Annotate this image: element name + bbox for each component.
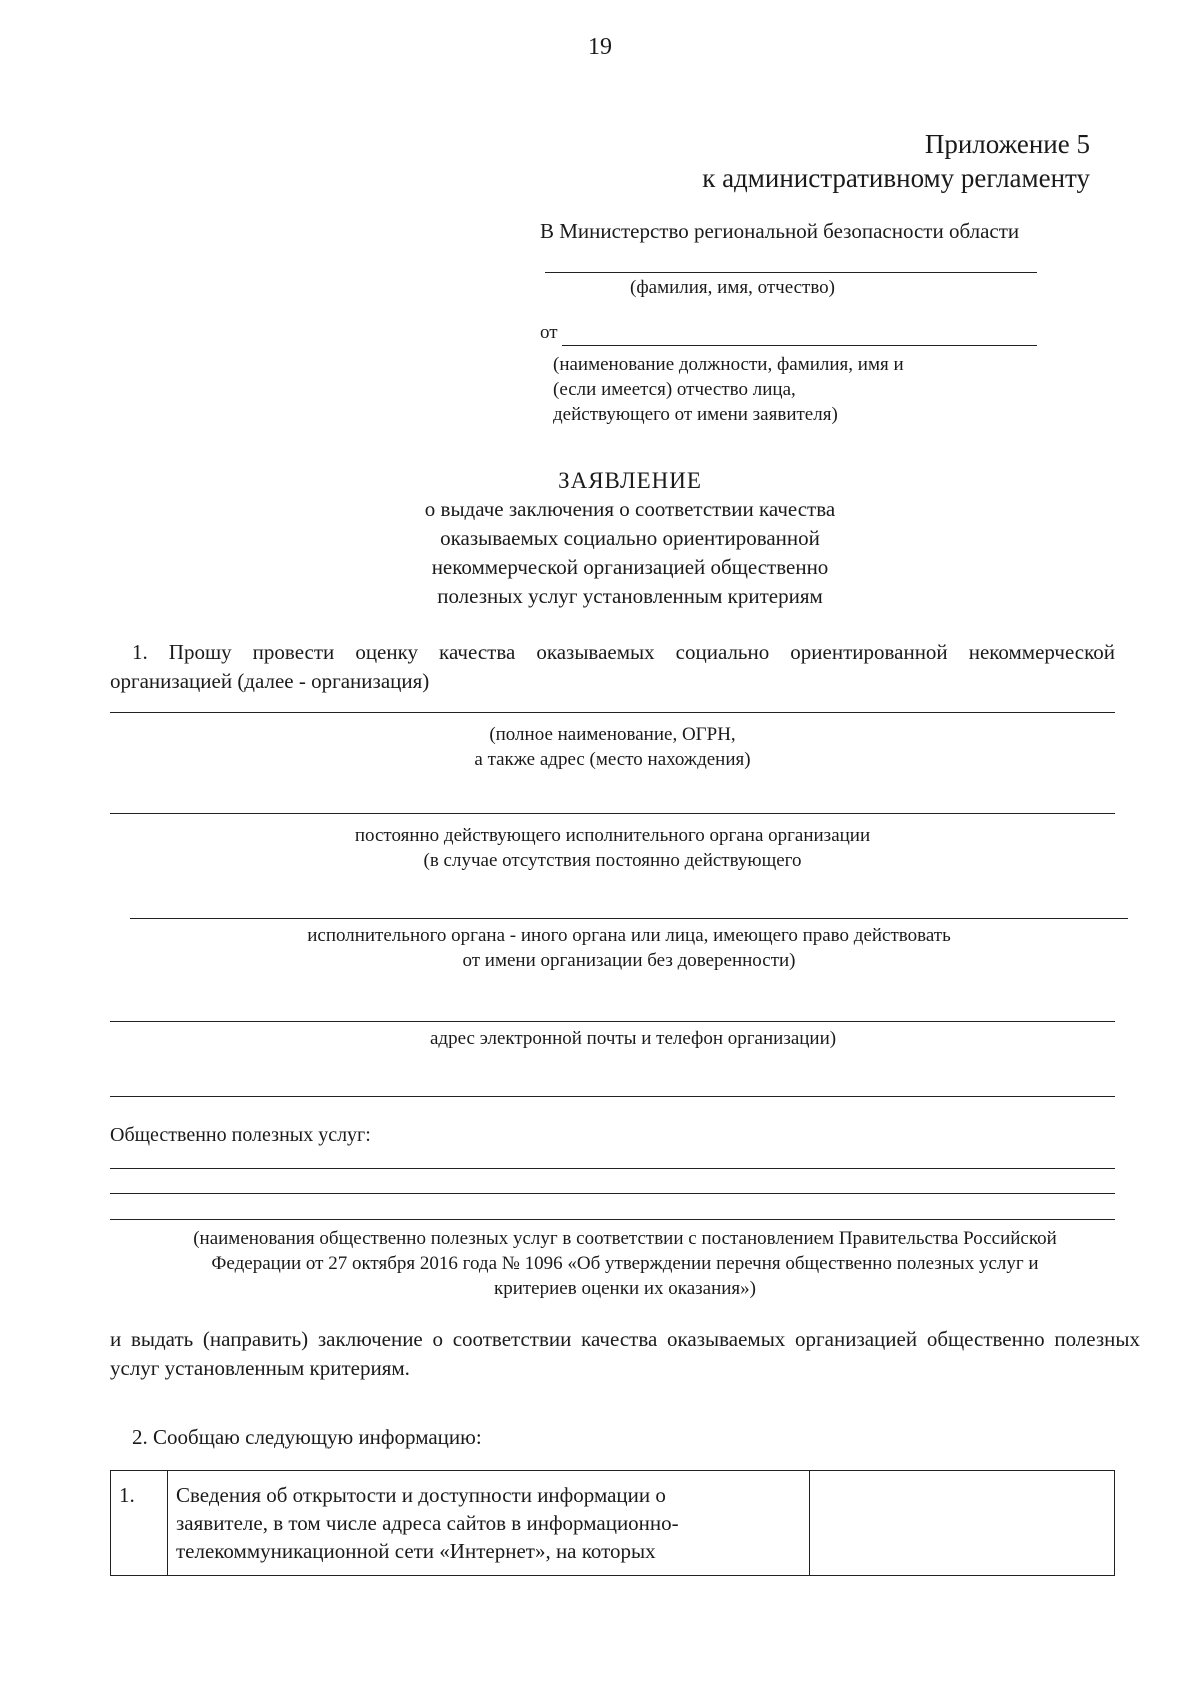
paragraph-issue: и выдать (направить) заключение о соответствии качества оказываемых организацией общественно полезных услуг установленным критериям. xyxy=(110,1327,1140,1380)
appendix-reference: к административному регламенту xyxy=(702,163,1090,193)
from-caption-line: (если имеется) отчество лица, xyxy=(553,379,796,400)
services-line xyxy=(110,1168,1115,1169)
caption-line: (в случае отсутствия постоянно действующего xyxy=(423,850,802,871)
paragraph-request-text: 1. Прошу провести оценку качества оказываемых социально ориентированной некоммерческой организацией (далее - организация) xyxy=(110,640,1115,693)
services-line xyxy=(110,1193,1115,1194)
other-body-line xyxy=(130,918,1128,919)
caption-line: Федерации от 27 октября 2016 года № 1096 «Об утверждении перечня общественно полезных услуг и xyxy=(211,1253,1039,1274)
caption-line: критериев оценки их оказания») xyxy=(493,1278,756,1299)
contacts-line xyxy=(110,1021,1115,1022)
title-heading: ЗАЯВЛЕНИЕ xyxy=(558,468,702,493)
from-caption-line: действующего от имени заявителя) xyxy=(553,404,838,425)
caption-line: исполнительного органа - иного органа или лица, имеющего право действовать xyxy=(307,925,951,946)
title-line: о выдаче заключения о соответствии качества xyxy=(424,497,836,521)
table-row xyxy=(111,1471,1115,1576)
services-caption xyxy=(110,1226,1140,1301)
org-name-line xyxy=(110,712,1115,713)
from-prefix: от xyxy=(540,322,558,343)
appendix-number: Приложение 5 xyxy=(924,129,1090,159)
from-line xyxy=(562,345,1037,346)
addressee-name-caption: (фамилия, имя, отчество) xyxy=(630,277,836,298)
exec-body-caption xyxy=(110,823,1115,873)
row-description-line: Сведения об открытости и доступности информации о xyxy=(176,1483,666,1507)
blank-line xyxy=(110,1096,1115,1097)
row-description xyxy=(168,1471,810,1576)
paragraph-info: 2. Сообщаю следующую информацию: xyxy=(132,1425,482,1449)
from-caption xyxy=(553,352,904,427)
info-table xyxy=(110,1470,1115,1576)
contacts-caption: адрес электронной почты и телефон организации) xyxy=(430,1028,837,1049)
row-value[interactable] xyxy=(810,1471,1115,1576)
addressee-to: В Министерство региональной безопасности области xyxy=(540,219,1020,243)
title-line: полезных услуг установленным критериям xyxy=(437,584,823,608)
title-line: оказываемых социально ориентированной xyxy=(440,526,820,550)
services-label: Общественно полезных услуг: xyxy=(110,1124,371,1146)
org-name-caption xyxy=(110,722,1115,772)
from-caption-line: (наименование должности, фамилия, имя и xyxy=(553,354,904,375)
services-line xyxy=(110,1219,1115,1220)
appendix-header xyxy=(702,127,1090,195)
row-number: 1. xyxy=(111,1471,168,1576)
caption-line: (полное наименование, ОГРН, xyxy=(489,724,736,745)
row-description-line: заявителе, в том числе адреса сайтов в информационно- xyxy=(176,1511,679,1535)
row-description-line: телекоммуникационной сети «Интернет», на которых xyxy=(176,1539,656,1563)
caption-line: от имени организации без доверенности) xyxy=(462,950,796,971)
exec-body-line xyxy=(110,813,1115,814)
addressee-name-line xyxy=(545,272,1037,273)
caption-line: (наименования общественно полезных услуг в соответствии с постановлением Правительства Российской xyxy=(193,1228,1057,1249)
page-number: 19 xyxy=(588,34,612,60)
title-line: некоммерческой организацией общественно xyxy=(431,555,829,579)
caption-line: а также адрес (место нахождения) xyxy=(474,749,751,770)
other-body-caption xyxy=(130,923,1128,973)
caption-line: постоянно действующего исполнительного органа организации xyxy=(354,825,871,846)
document-title xyxy=(330,466,930,611)
paragraph-request xyxy=(110,638,1115,696)
